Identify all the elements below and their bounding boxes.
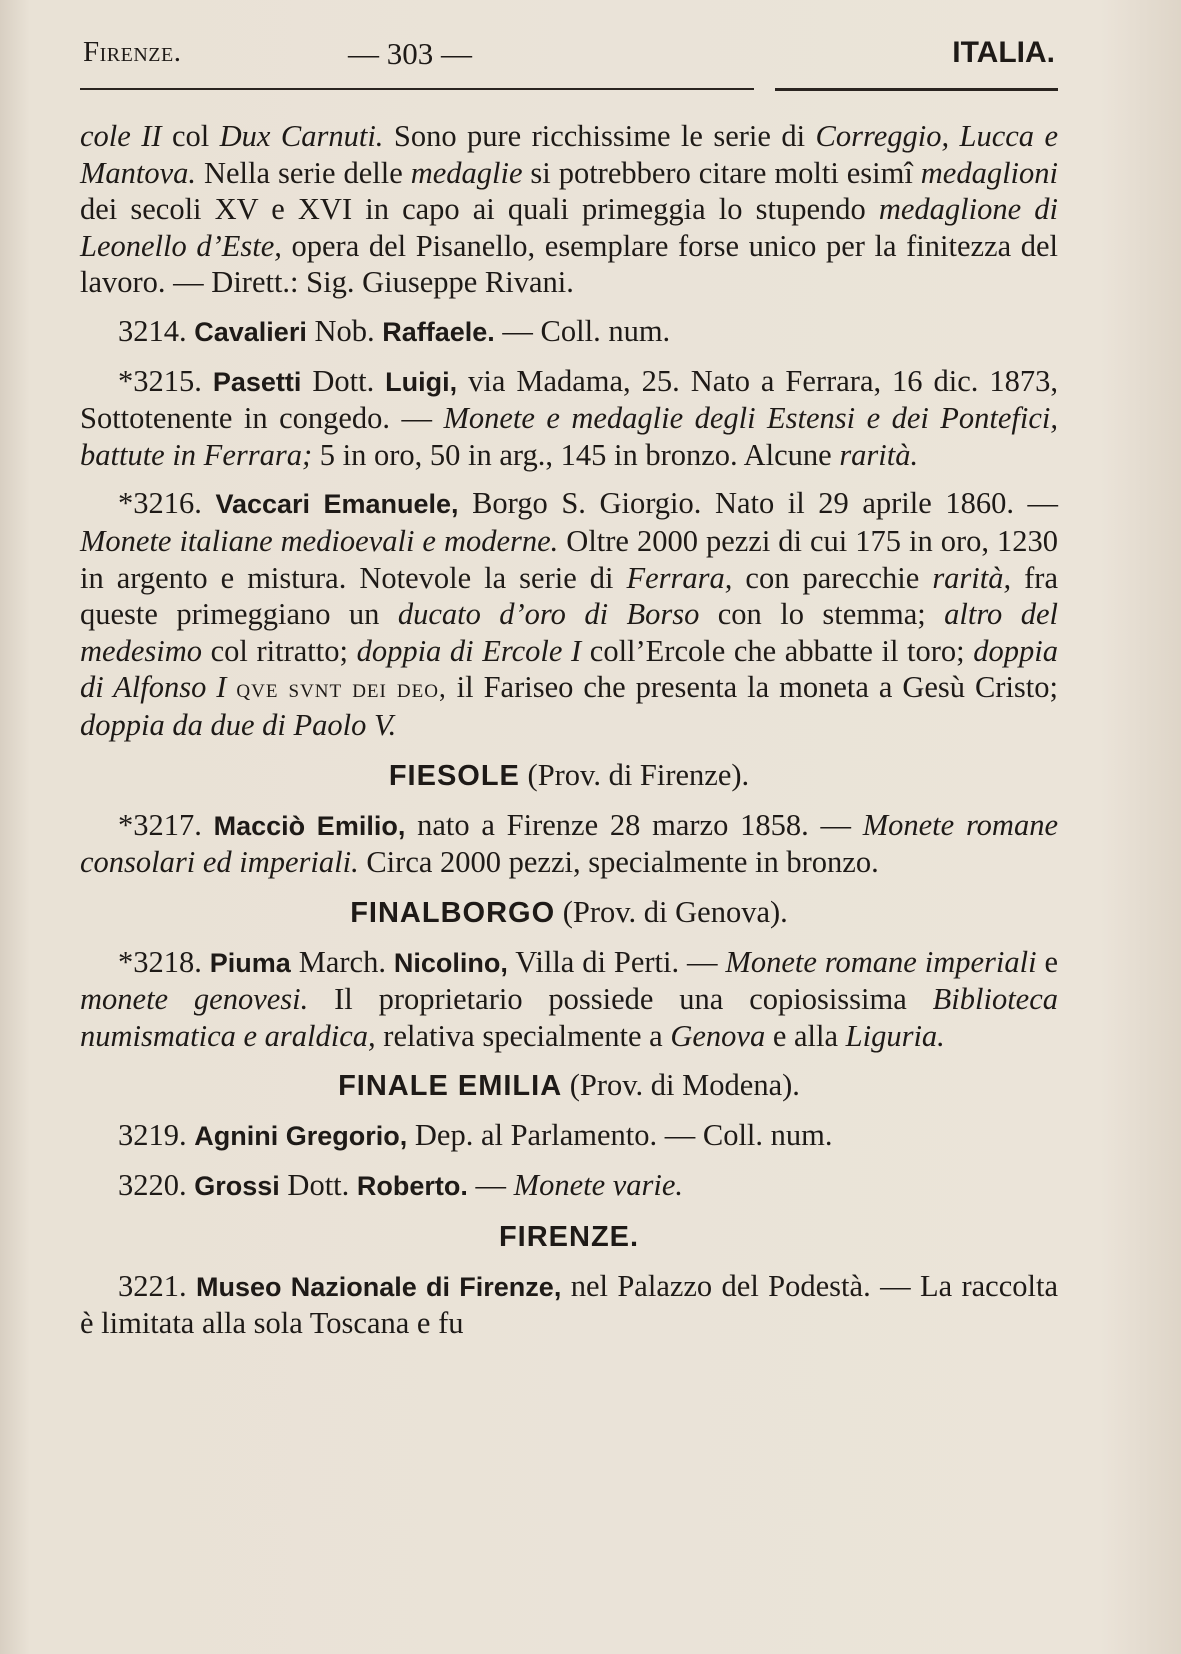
- entry-3219: 3219. Agnini Gregorio, Dep. al Parlamento. — Coll. num.: [118, 1118, 833, 1153]
- section-province: (Prov. di Genova).: [555, 894, 788, 929]
- entry-number: 3221.: [118, 1268, 196, 1303]
- entry-name: Cavalieri: [194, 316, 307, 347]
- section-city: FINALE EMILIA: [338, 1070, 563, 1103]
- page-header: [80, 28, 1058, 84]
- entry-3218: *3218. Piuma March. Nicolino, Villa di Perti. — Monete romane imperiali e monete genovesi. Il proprietario possiede una copiosissima Biblioteca numismatica e araldica, relativa specialmente a Genova e alla Liguria.: [80, 944, 1058, 1053]
- entry-number: 3219.: [118, 1118, 195, 1153]
- header-rule-left: [80, 88, 754, 90]
- entry-name: Grossi: [194, 1171, 280, 1202]
- entry-name: Macciò Emilio,: [213, 810, 406, 841]
- running-head-city: Firenze.: [83, 36, 182, 68]
- entry-3216: *3216. Vaccari Emanuele, Borgo S. Giorgio. Nato il 29 aprile 1860. — Monete italiane medioevali e moderne. Oltre 2000 pezzi di cui 175 in oro, 1230 in argento e mistura. Notevole la serie di Ferrara, con parecchie rarità, fra queste primeggiano un ducato d’oro di Borso con lo stemma; altro del medesimo col ritratto; doppia di Ercole I coll’Ercole che abbatte il toro; doppia di Alfonso I qve svnt dei deo, il Fariseo che presenta la moneta a Gesù Cristo; doppia da due di Paolo V.: [80, 486, 1059, 742]
- section-heading-finalborgo: [80, 893, 1058, 932]
- entry-name: Vaccari Emanuele,: [215, 489, 459, 520]
- section-city: FIRENZE.: [498, 1220, 640, 1253]
- entry-number: *3215.: [118, 363, 213, 398]
- entry-name: Piuma: [209, 947, 291, 978]
- page-body: [80, 118, 1058, 1342]
- entry-name: Roberto.: [356, 1171, 468, 1202]
- entry-number: *3217.: [118, 807, 214, 842]
- entry-number: *3218.: [118, 944, 210, 979]
- section-city: FIESOLE: [388, 759, 520, 792]
- entry-name: Museo Nazionale di Firenze,: [196, 1271, 562, 1302]
- section-heading-fiesole: [80, 756, 1058, 795]
- section-heading-finale-emilia: [80, 1066, 1058, 1105]
- page-number: — 303 —: [348, 36, 472, 71]
- entry-name: Luigi,: [385, 366, 458, 397]
- continued-paragraph: cole II col Dux Carnuti. Sono pure ricchissime le serie di Correggio, Lucca e Mantova. Nella serie delle medaglie si potrebbero citare molti esimî medaglioni dei secoli XV e XVI in capo ai quali primeggia lo stupendo medaglione di Leonello d’Este, opera del Pisanello, esemplare forse unico per la finitezza del lavoro. — Dirett.: Sig. Giuseppe Rivani.: [80, 119, 1059, 300]
- coin-legend: qve svnt dei deo,: [236, 673, 447, 704]
- entry-3214: 3214. Cavalieri Nob. Raffaele. — Coll. num.: [118, 313, 671, 348]
- entry-3221: 3221. Museo Nazionale di Firenze, nel Palazzo del Podestà. — La raccolta è limitata alla sola Toscana e fu: [80, 1268, 1058, 1341]
- entry-name: Raffaele.: [382, 316, 495, 347]
- section-province: (Prov. di Modena).: [562, 1068, 800, 1103]
- entry-number: 3214.: [118, 313, 195, 348]
- entry-name: Agnini Gregorio,: [194, 1121, 408, 1152]
- section-province: (Prov. di Firenze).: [519, 757, 750, 792]
- section-city: FINALBORGO: [350, 896, 556, 929]
- entry-3217: *3217. Macciò Emilio, nato a Firenze 28 marzo 1858. — Monete romane consolari ed imperiali. Circa 2000 pezzi, specialmente in bronzo.: [80, 807, 1058, 880]
- entry-3215: *3215. Pasetti Dott. Luigi, via Madama, 25. Nato a Ferrara, 16 dic. 1873, Sottotenente in congedo. — Monete e medaglie degli Estensi e dei Pontefici, battute in Ferrara; 5 in oro, 50 in arg., 145 in bronzo. Alcune rarità.: [80, 363, 1059, 472]
- section-heading-firenze: [80, 1217, 1058, 1256]
- entry-name: Nicolino,: [393, 947, 508, 978]
- running-head-country: ITALIA.: [952, 36, 1055, 69]
- entry-name: Pasetti: [212, 366, 302, 397]
- entry-number: 3220.: [118, 1168, 195, 1203]
- header-rule-right: [775, 88, 1058, 91]
- entry-number: *3216.: [118, 486, 216, 521]
- entry-3220: 3220. Grossi Dott. Roberto. — Monete varie.: [118, 1168, 684, 1203]
